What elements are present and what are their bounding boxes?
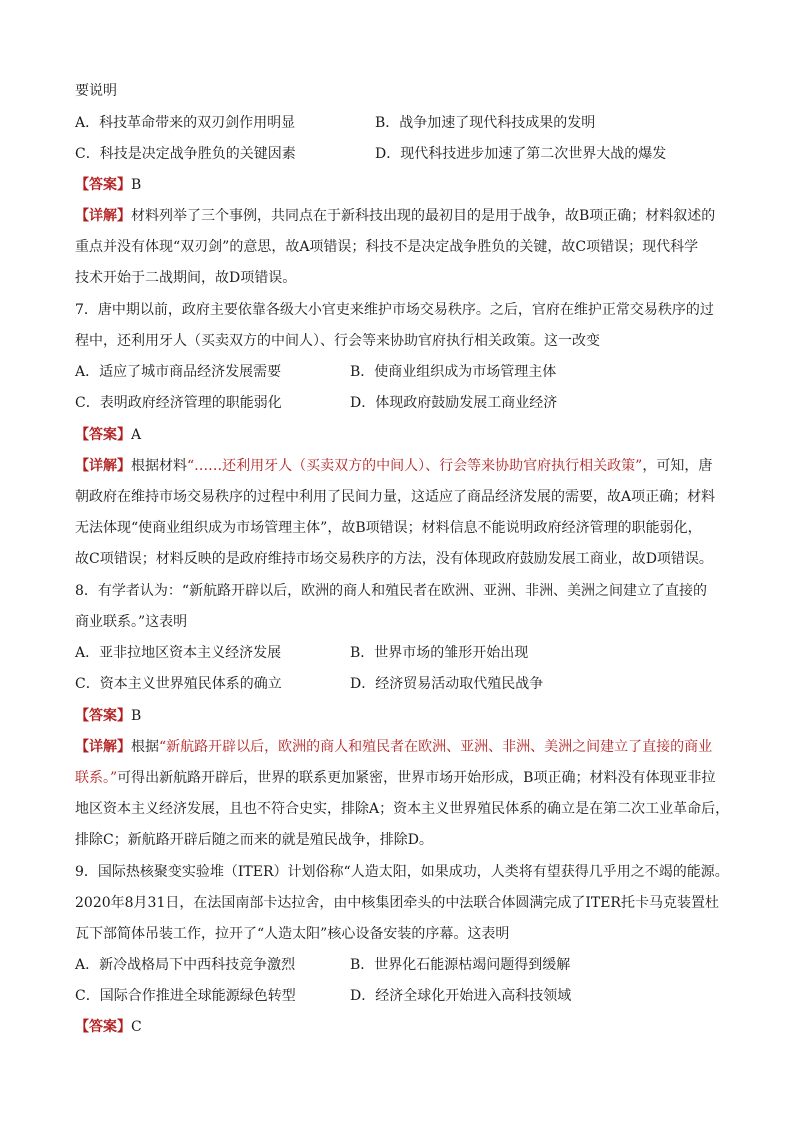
- answer-tag: 【答案】: [75, 1019, 131, 1035]
- q6-answer: [75, 175, 141, 195]
- detail-quote: “……还利用牙人（买卖双方的中间人）、行会等来协助官府执行相关政策”: [187, 458, 643, 474]
- detail-text: 可得出新航路开辟后，世界的联系更加紧密，世界市场开始形成，B项正确；材料没有体现亚非拉: [117, 770, 716, 786]
- q8-detail-line-4: 排除C；新航路开辟后随之而来的就是殖民战争，排除D。: [75, 832, 433, 848]
- q8-option-d: D．经济贸易活动取代殖民战争: [350, 676, 544, 692]
- q7-option-a: A．适应了城市商品经济发展需要: [75, 364, 282, 380]
- q8-stem-line-2: 商业联系。”这表明: [75, 614, 188, 630]
- q7-detail-line-4: 故C项错误；材料反映的是政府维持市场交易秩序的方法，没有体现政府鼓励发展工商业，故D项错误。: [75, 551, 713, 567]
- q6-detail-line-2: 重点并没有体现“双刃剑”的意思，故A项错误；科技不是决定战争胜负的关键，故C项错误；现代科学: [75, 239, 699, 255]
- q9-answer: [75, 1017, 142, 1037]
- q6-option-a: A．科技革命带来的双刃剑作用明显: [75, 115, 296, 131]
- q9-option-c: C．国际合作推进全球能源绿色转型: [75, 988, 296, 1004]
- answer-value: B: [131, 177, 142, 193]
- q7-option-b: B．使商业组织成为市场管理主体: [350, 364, 557, 380]
- q8-stem-line-1: 8．有学者认为：“新航路开辟以后，欧洲的商人和殖民者在欧洲、亚洲、非洲、美洲之间建立了直接的: [75, 583, 708, 599]
- q6-stem-tail: 要说明: [75, 83, 117, 99]
- detail-tag: 【详解】: [75, 208, 131, 224]
- q9-option-a: A．新冷战格局下中西科技竞争激烈: [75, 957, 296, 973]
- q7-detail-line-1: [75, 456, 712, 476]
- q9-option-b: B．世界化石能源枯竭问题得到缓解: [350, 957, 571, 973]
- q6-detail-line-3: 技术开始于二战期间，故D项错误。: [75, 270, 297, 286]
- q7-detail-line-3: 无法体现“使商业组织成为市场管理主体”，故B项错误；材料信息不能说明政府经济管理的职能弱化，: [75, 520, 702, 536]
- q7-answer: [75, 425, 141, 445]
- q9-option-d: D．经济全球化开始进入高科技领域: [350, 988, 572, 1004]
- q9-stem-line-1: 9．国际热核聚变实验堆（ITER）计划俗称“人造太阳，如果成功，人类将有望获得几乎用之不竭的能源。: [75, 864, 729, 880]
- q7-stem-line-1: 7．唐中期以前，政府主要依靠各级大小官吏来维护市场交易秩序。之后，官府在维护正常交易秩序的过: [75, 302, 714, 318]
- answer-tag: 【答案】: [75, 427, 131, 443]
- q7-stem-line-2: 程中，还利用牙人（买卖双方的中间人）、行会等来协助官府执行相关政策。这一改变: [75, 333, 600, 349]
- q8-detail-line-3: 地区资本主义经济发展，且也不符合史实，排除A；资本主义世界殖民体系的确立是在第二次工业革命后，: [75, 801, 730, 817]
- answer-tag: 【答案】: [75, 177, 131, 193]
- answer-value: B: [131, 708, 142, 724]
- q7-option-d: D．体现政府鼓励发展工商业经济: [350, 395, 558, 411]
- q6-option-b: B．战争加速了现代科技成果的发明: [375, 115, 596, 131]
- q8-option-a: A．亚非拉地区资本主义经济发展: [75, 645, 282, 661]
- detail-tag: 【详解】: [75, 458, 131, 474]
- q8-option-c: C．资本主义世界殖民体系的确立: [75, 676, 282, 692]
- detail-text: ，可知，唐: [642, 458, 713, 474]
- answer-value: C: [131, 1019, 142, 1035]
- q9-stem-line-3: 瓦下部简体吊装工作，拉开了“人造太阳”核心设备安装的序幕。这表明: [75, 926, 510, 942]
- answer-value: A: [131, 427, 142, 443]
- q6-option-d: D．现代科技进步加速了第二次世界大战的爆发: [375, 146, 667, 162]
- q9-stem-line-2: 2020年8月31日，在法国南部卡达拉舍，由中核集团牵头的中法联合体圆满完成了ITER托卡马克装置杜: [75, 895, 719, 911]
- q8-detail-line-1: [75, 737, 712, 757]
- detail-text: 根据材料: [131, 458, 187, 474]
- q8-answer: [75, 706, 141, 726]
- q6-option-c: C．科技是决定战争胜负的关键因素: [75, 146, 296, 162]
- detail-quote: 联系。”: [75, 770, 118, 786]
- answer-tag: 【答案】: [75, 708, 131, 724]
- detail-quote: “新航路开辟以后，欧洲的商人和殖民者在欧洲、亚洲、非洲、美洲之间建立了直接的商业: [159, 739, 713, 755]
- detail-tag: 【详解】: [75, 739, 131, 755]
- detail-text: 材料列举了三个事例，共同点在于新科技出现的最初目的是用于战争，故B项正确；材料叙述的: [131, 208, 716, 224]
- q6-detail-line-1: [75, 206, 715, 226]
- q8-detail-line-2: [75, 768, 715, 788]
- q7-option-c: C．表明政府经济管理的职能弱化: [75, 395, 282, 411]
- q8-option-b: B．世界市场的雏形开始出现: [350, 645, 529, 661]
- q7-detail-line-2: 朝政府在维持市场交易秩序的过程中利用了民间力量，这适应了商品经济发展的需要，故A项正确；材料: [75, 489, 716, 505]
- detail-text: 根据: [131, 739, 159, 755]
